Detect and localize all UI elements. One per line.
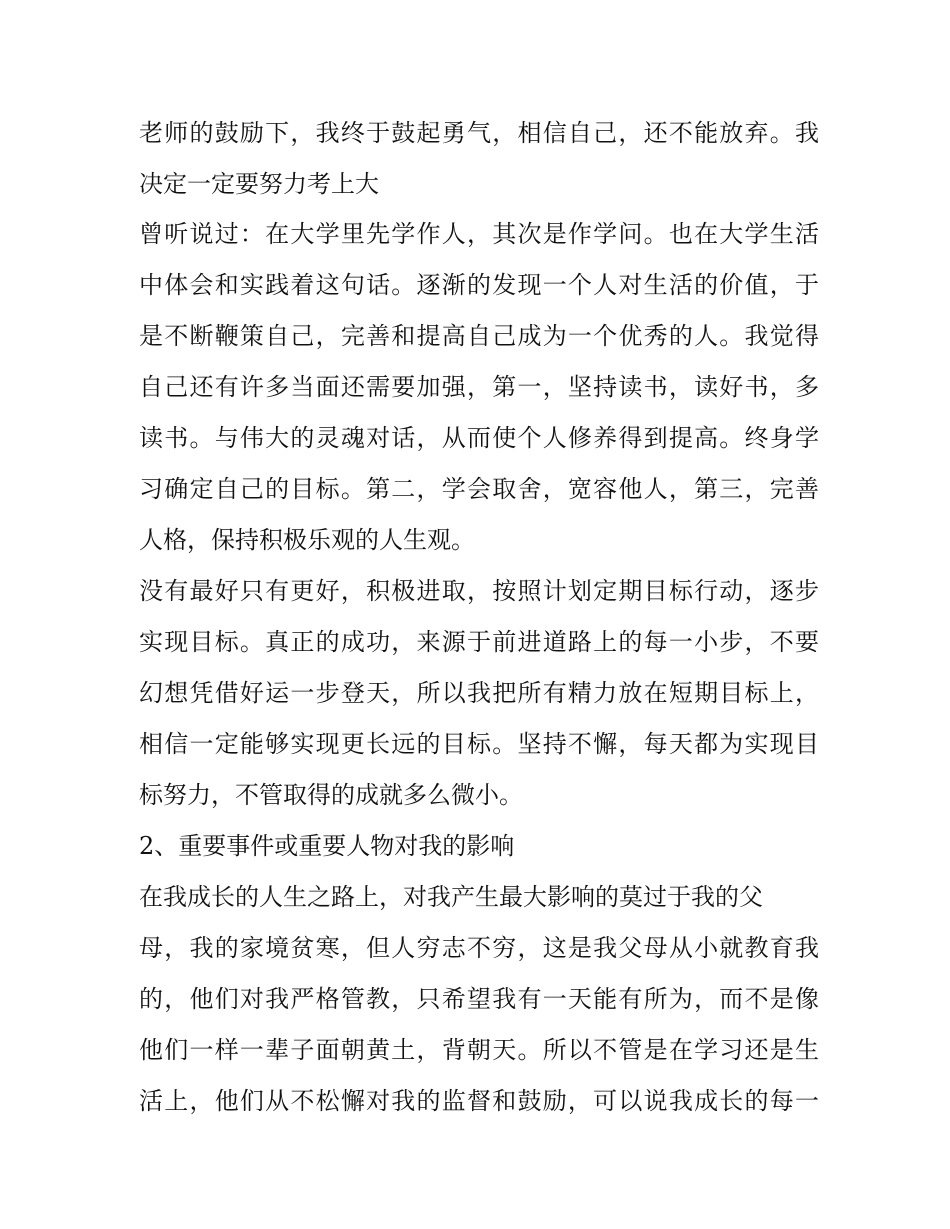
text-line: 是不断鞭策自己，完善和提高自己成为一个优秀的人。我觉得: [139, 322, 819, 350]
text-line: 实现目标。真正的成功，来源于前进道路上的每一小步，不要: [139, 628, 819, 656]
text-line: 相信一定能够实现更长远的目标。坚持不懈，每天都为实现目: [139, 730, 819, 758]
text-line: 老师的鼓励下，我终于鼓起勇气，相信自己，还不能放弃。我: [139, 119, 819, 147]
text-line: 自己还有许多当面还需要加强，第一，坚持读书，读好书，多: [139, 373, 819, 401]
text-line: 没有最好只有更好，积极进取，按照计划定期目标行动，逐步: [139, 577, 819, 605]
text-line: 在我成长的人生之路上，对我产生最大影响的莫过于我的父: [139, 883, 763, 911]
text-line: 标努力，不管取得的成就多么微小。: [139, 781, 523, 809]
text-line: 决定一定要努力考上大: [139, 170, 379, 198]
text-line: 中体会和实践着这句话。逐渐的发现一个人对生活的价值，于: [139, 271, 819, 299]
section-heading: 2、重要事件或重要人物对我的影响: [139, 832, 515, 860]
text-line: 人格，保持积极乐观的人生观。: [139, 526, 475, 554]
document-body: [139, 108, 819, 1127]
text-line: 他们一样一辈子面朝黄土，背朝天。所以不管是在学习还是生: [139, 1036, 819, 1064]
text-line: 读书。与伟大的灵魂对话，从而使个人修养得到提高。终身学: [139, 424, 819, 452]
text-line: 幻想凭借好运一步登天，所以我把所有精力放在短期目标上，: [139, 679, 819, 707]
text-line: 的，他们对我严格管教，只希望我有一天能有所为，而不是像: [139, 985, 819, 1013]
text-line: 母，我的家境贫寒，但人穷志不穷，这是我父母从小就教育我: [139, 934, 819, 962]
text-line: 活上，他们从不松懈对我的监督和鼓励，可以说我成长的每一: [139, 1087, 819, 1115]
text-line: 曾听说过：在大学里先学作人，其次是作学问。也在大学生活: [139, 220, 819, 248]
text-line: 习确定自己的目标。第二，学会取舍，宽容他人，第三，完善: [139, 475, 819, 503]
